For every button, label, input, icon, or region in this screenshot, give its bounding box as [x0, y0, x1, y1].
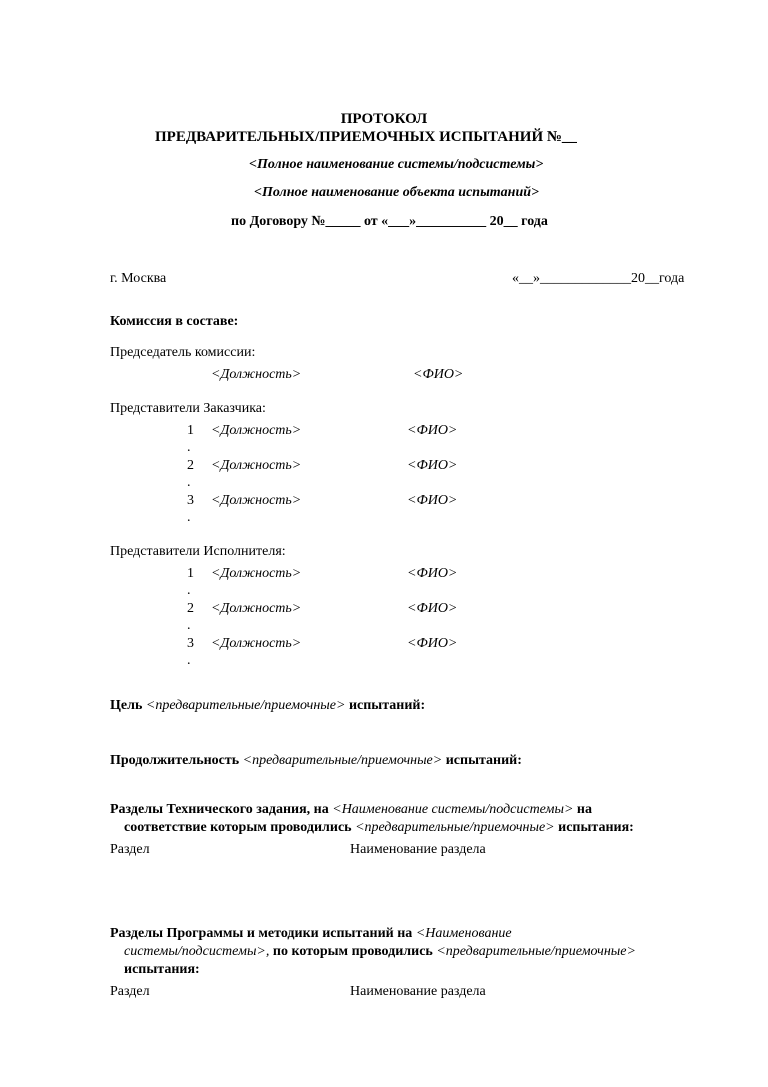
contractor-num: 1	[187, 566, 194, 581]
customer-position: <Должность>	[211, 458, 302, 473]
goal-line	[110, 697, 425, 715]
duration-prefix: Продолжительность	[110, 753, 240, 768]
contractor-dot: .	[187, 583, 191, 598]
pmi-sections-line-2	[124, 943, 636, 961]
duration-type: <предварительные/приемочные>	[242, 753, 443, 768]
contractor-dot: .	[187, 653, 191, 668]
chair-position: <Должность>	[211, 367, 302, 382]
commission-heading: Комиссия в составе:	[110, 314, 239, 329]
tz-col-section: Раздел	[110, 842, 150, 857]
contractor-label: Представители Исполнителя:	[110, 544, 286, 559]
customer-fio: <ФИО>	[407, 493, 458, 508]
contractor-position: <Должность>	[211, 601, 302, 616]
pmi-sections-line-1	[110, 925, 512, 943]
contractor-position: <Должность>	[211, 636, 302, 651]
goal-type: <предварительные/приемочные>	[145, 698, 346, 713]
tz-system: <Наименование системы/подсистемы>	[332, 802, 574, 817]
pmi-prefix: Разделы Программы и методики испытаний на	[110, 926, 413, 941]
customer-dot: .	[187, 510, 191, 525]
goal-suffix: испытаний:	[348, 698, 426, 713]
contractor-dot: .	[187, 618, 191, 633]
tz-sections-line-1	[110, 801, 592, 819]
pmi-system-2: системы/подсистемы>,	[124, 944, 270, 959]
tz-suffix: на	[576, 802, 592, 817]
customer-dot: .	[187, 475, 191, 490]
customer-position: <Должность>	[211, 493, 302, 508]
pmi-type: <предварительные/приемочные>	[436, 944, 636, 959]
document-subtitle: ПРЕДВАРИТЕЛЬНЫХ/ПРИЕМОЧНЫХ ИСПЫТАНИЙ №__	[155, 129, 577, 145]
date-line: «__»_____________20__года	[512, 271, 685, 286]
tz-line2-type: <предварительные/приемочные>	[355, 820, 555, 835]
chair-label: Председатель комиссии:	[110, 345, 256, 360]
contractor-fio: <ФИО>	[407, 601, 458, 616]
tz-prefix: Разделы Технического задания, на	[110, 802, 329, 817]
tz-line2-prefix: соответствие которым проводились	[124, 820, 352, 835]
pmi-col-section: Раздел	[110, 984, 150, 999]
contractor-position: <Должность>	[211, 566, 302, 581]
pmi-middle: по которым проводились	[272, 944, 433, 959]
duration-suffix: испытаний:	[445, 753, 522, 768]
customer-dot: .	[187, 440, 191, 455]
object-name-placeholder: <Полное наименование объекта испытаний>	[254, 185, 539, 200]
tz-line2-suffix: испытания:	[558, 820, 634, 835]
customer-position: <Должность>	[211, 423, 302, 438]
contractor-fio: <ФИО>	[407, 636, 458, 651]
pmi-sections-line-3: испытания:	[124, 962, 200, 977]
duration-line	[110, 752, 522, 770]
customer-fio: <ФИО>	[407, 423, 458, 438]
pmi-col-section-name: Наименование раздела	[350, 984, 486, 999]
customer-num: 1	[187, 423, 194, 438]
customer-num: 2	[187, 458, 194, 473]
pmi-system-1: <Наименование	[415, 926, 512, 941]
customer-num: 3	[187, 493, 194, 508]
document-title: ПРОТОКОЛ	[340, 111, 428, 127]
city: г. Москва	[110, 271, 167, 286]
system-name-placeholder: <Полное наименование системы/подсистемы>	[249, 157, 544, 172]
contractor-fio: <ФИО>	[407, 566, 458, 581]
customer-fio: <ФИО>	[407, 458, 458, 473]
contract-line: по Договору №_____ от «___»__________ 20__ года	[231, 214, 548, 229]
contractor-num: 3	[187, 636, 194, 651]
chair-fio: <ФИО>	[413, 367, 464, 382]
contractor-num: 2	[187, 601, 194, 616]
customer-label: Представители Заказчика:	[110, 401, 266, 416]
tz-sections-line-2	[124, 819, 634, 837]
goal-prefix: Цель	[110, 698, 143, 713]
tz-col-section-name: Наименование раздела	[350, 842, 486, 857]
